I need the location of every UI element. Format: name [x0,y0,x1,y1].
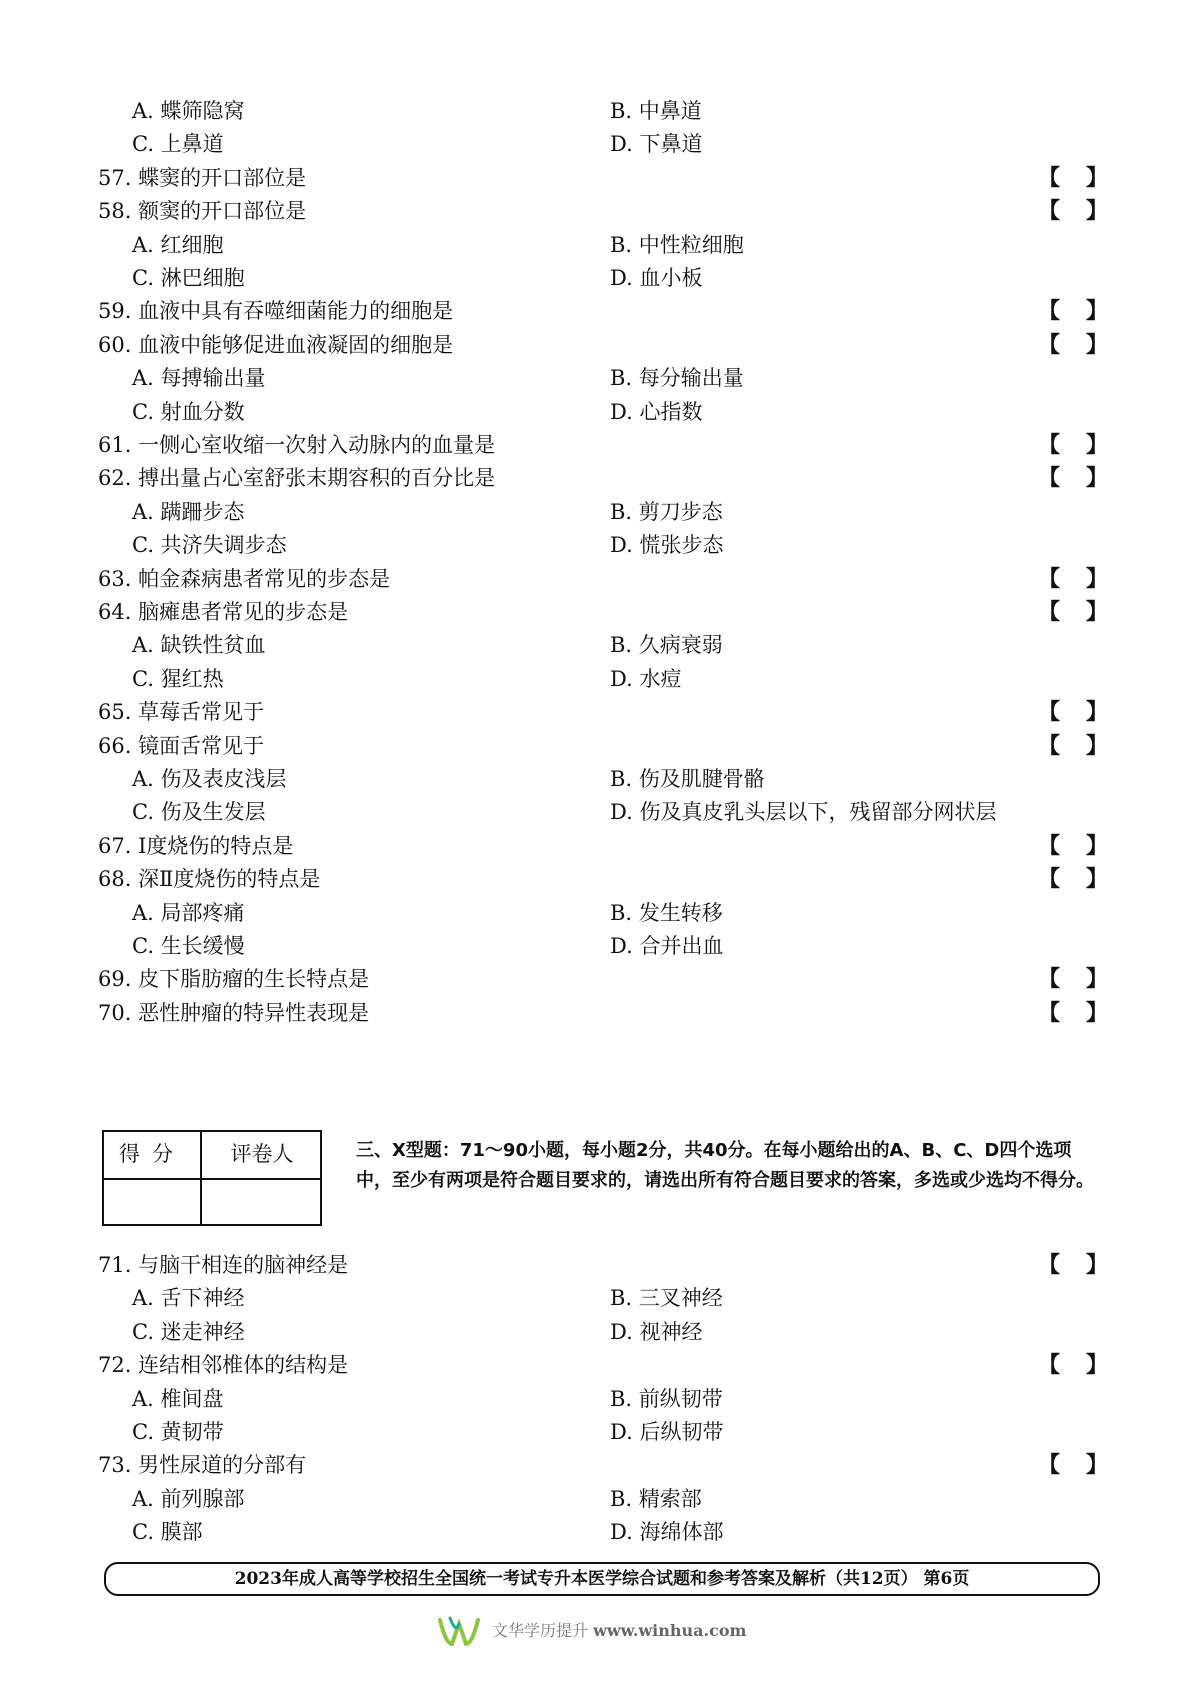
option-text: C. 迷走神经 [132,1319,245,1344]
option-text: C. 伤及生发层 [132,800,266,825]
option-text: C. 上鼻道 [132,132,224,157]
option-text: C. 共济失调步态 [132,533,287,558]
option-text: D. 伤及真皮乳头层以下，残留部分网状层 [610,800,997,825]
option-text: C. 淋巴细胞 [132,266,245,290]
option-row [132,94,1132,128]
question-row [98,1448,1108,1482]
bracket-right: 】 [1085,164,1108,191]
question-text: 62. 搏出量占心室舒张末期容积的百分比是 [98,466,496,491]
option-row [132,127,1132,161]
bracket-right: 】 [1085,198,1108,225]
question-row [98,461,1108,495]
option-text: A. 伤及表皮浅层 [132,767,287,791]
bracket-left: 【 [1038,298,1061,325]
question-row [98,829,1108,863]
score-table [102,1130,322,1226]
option-text: A. 每搏输出量 [132,366,266,391]
bracket-right: 】 [1085,866,1108,893]
brand-watermark [436,1612,796,1648]
option-text: C. 生长缓慢 [132,934,245,958]
option-row [132,1415,1132,1449]
question-text: 57. 蝶窦的开口部位是 [98,165,307,190]
option-text: D. 下鼻道 [610,132,703,157]
option-text: A. 舌下神经 [132,1286,245,1311]
bracket-left: 【 [1038,198,1061,225]
question-row [98,294,1108,328]
bracket-left: 【 [1038,465,1061,492]
question-row [98,729,1108,763]
bracket-right: 】 [1085,699,1108,726]
bracket-right: 】 [1085,1352,1108,1379]
bracket-left: 【 [1038,732,1061,759]
option-text: D. 慌张步态 [610,533,724,558]
bracket-right: 】 [1085,298,1108,325]
question-text: 65. 草莓舌常见于 [98,700,265,725]
question-row [98,428,1108,462]
question-text: 66. 镜面舌常见于 [98,733,265,758]
option-text: A. 前列腺部 [132,1486,245,1511]
bracket-left: 【 [1038,999,1061,1026]
bracket-right: 】 [1085,565,1108,592]
option-text: D. 心指数 [610,399,703,424]
bracket-right: 】 [1085,432,1108,458]
option-text: C. 膜部 [132,1520,203,1545]
option-text: C. 黄韧带 [132,1420,224,1444]
option-row [132,395,1132,429]
bracket-left: 【 [1038,1252,1061,1278]
bracket-left: 【 [1038,866,1061,893]
option-text: D. 血小板 [610,266,703,290]
option-row [132,1281,1132,1315]
option-row [132,628,1132,662]
option-text: B. 精索部 [610,1486,702,1511]
question-text: 59. 血液中具有吞噬细菌能力的细胞是 [98,299,454,324]
question-row [98,562,1108,596]
bracket-left: 【 [1038,966,1061,993]
question-text: 60. 血液中能够促进血液凝固的细胞是 [98,332,454,357]
option-text: A. 缺铁性贫血 [132,633,266,658]
question-row [98,962,1108,996]
question-row [98,996,1108,1030]
option-row [132,1382,1132,1416]
option-text: A. 红细胞 [132,232,224,257]
option-text: A. 局部疼痛 [132,900,245,925]
bracket-right: 】 [1085,966,1108,993]
question-row [98,1248,1108,1282]
question-text: 69. 皮下脂肪瘤的生长特点是 [98,967,370,992]
grader-label: 评卷人 [230,1142,294,1166]
option-row [132,1515,1132,1549]
option-text: A. 蹒跚步态 [132,499,245,524]
option-row [132,1482,1132,1516]
bracket-right: 】 [1085,1252,1108,1278]
option-row [132,1315,1132,1349]
option-text: B. 三叉神经 [610,1286,723,1311]
bracket-left: 【 [1038,1352,1061,1379]
question-text: 58. 额窦的开口部位是 [98,199,307,224]
option-text: A. 蝶筛隐窝 [132,99,245,123]
option-row [132,662,1132,696]
question-text: 71. 与脑干相连的脑神经是 [98,1253,349,1277]
question-text: 72. 连结相邻椎体的结构是 [98,1353,349,1378]
brand-name: 文华学历提升 [492,1621,589,1640]
question-text: 61. 一侧心室收缩一次射入动脉内的血量是 [98,433,496,457]
option-row [132,795,1132,829]
question-row [98,695,1108,729]
option-text: D. 合并出血 [610,934,724,958]
bracket-right: 】 [1085,331,1108,358]
question-row [98,862,1108,896]
section-header-x-type: 三、X型题：71～90小题，每小题2分，共40分。在每小题给出的A、B、C、D四个选项中，至少有两项是符合题目要求的，请选出所有符合题目要求的答案，多选或少选均不得分。 [356,1140,1094,1191]
option-text: B. 每分输出量 [610,366,744,391]
option-text: B. 剪刀步态 [610,499,723,524]
bracket-left: 【 [1038,1452,1061,1479]
bracket-left: 【 [1038,832,1061,859]
score-label: 得分 [119,1142,185,1166]
question-row [98,194,1108,228]
option-row [132,261,1132,295]
option-row [132,228,1132,262]
bracket-left: 【 [1038,599,1061,625]
bracket-right: 】 [1085,599,1108,625]
option-text: B. 中鼻道 [610,99,702,123]
bracket-left: 【 [1038,331,1061,358]
question-text: 68. 深Ⅱ度烧伤的特点是 [98,867,321,892]
question-row [98,595,1108,629]
option-row [132,361,1132,395]
footer-text: 2023年成人高等学校招生全国统一考试专升本医学综合试题和参考答案及解析（共12页） 第6页 [234,1569,970,1589]
option-row [132,896,1132,930]
option-row [132,762,1132,796]
option-text: C. 射血分数 [132,399,245,424]
option-text: D. 海绵体部 [610,1520,724,1545]
option-text: D. 水痘 [610,666,682,691]
option-text: D. 后纵韧带 [610,1420,724,1444]
question-text: 70. 恶性肿瘤的特异性表现是 [98,1000,370,1025]
question-row [98,1348,1108,1382]
bracket-left: 【 [1038,164,1061,191]
bracket-right: 】 [1085,732,1108,759]
question-row [98,161,1108,195]
option-text: B. 发生转移 [610,900,723,925]
page-footer [104,1562,1100,1596]
option-row [132,528,1132,562]
bracket-right: 】 [1085,999,1108,1026]
option-text: A. 椎间盘 [132,1386,224,1411]
question-row [98,328,1108,362]
question-text: 63. 帕金森病患者常见的步态是 [98,566,391,591]
option-row [132,929,1132,963]
question-text: 64. 脑瘫患者常见的步态是 [98,600,349,624]
option-text: B. 前纵韧带 [610,1386,723,1411]
option-text: B. 中性粒细胞 [610,232,744,257]
bracket-left: 【 [1038,699,1061,726]
question-text: 73. 男性尿道的分部有 [98,1453,307,1478]
option-text: D. 视神经 [610,1319,703,1344]
option-row [132,495,1132,529]
bracket-right: 】 [1085,1452,1108,1479]
question-text: 67. Ⅰ度烧伤的特点是 [98,833,294,858]
bracket-right: 】 [1085,832,1108,859]
option-text: B. 久病衰弱 [610,633,723,658]
option-text: C. 猩红热 [132,666,224,691]
bracket-right: 】 [1085,465,1108,492]
bracket-left: 【 [1038,565,1061,592]
bracket-left: 【 [1038,432,1061,458]
option-text: B. 伤及肌腱骨骼 [610,767,765,791]
brand-url: www.winhua.com [593,1621,747,1640]
winhua-logo-icon [436,1614,482,1648]
